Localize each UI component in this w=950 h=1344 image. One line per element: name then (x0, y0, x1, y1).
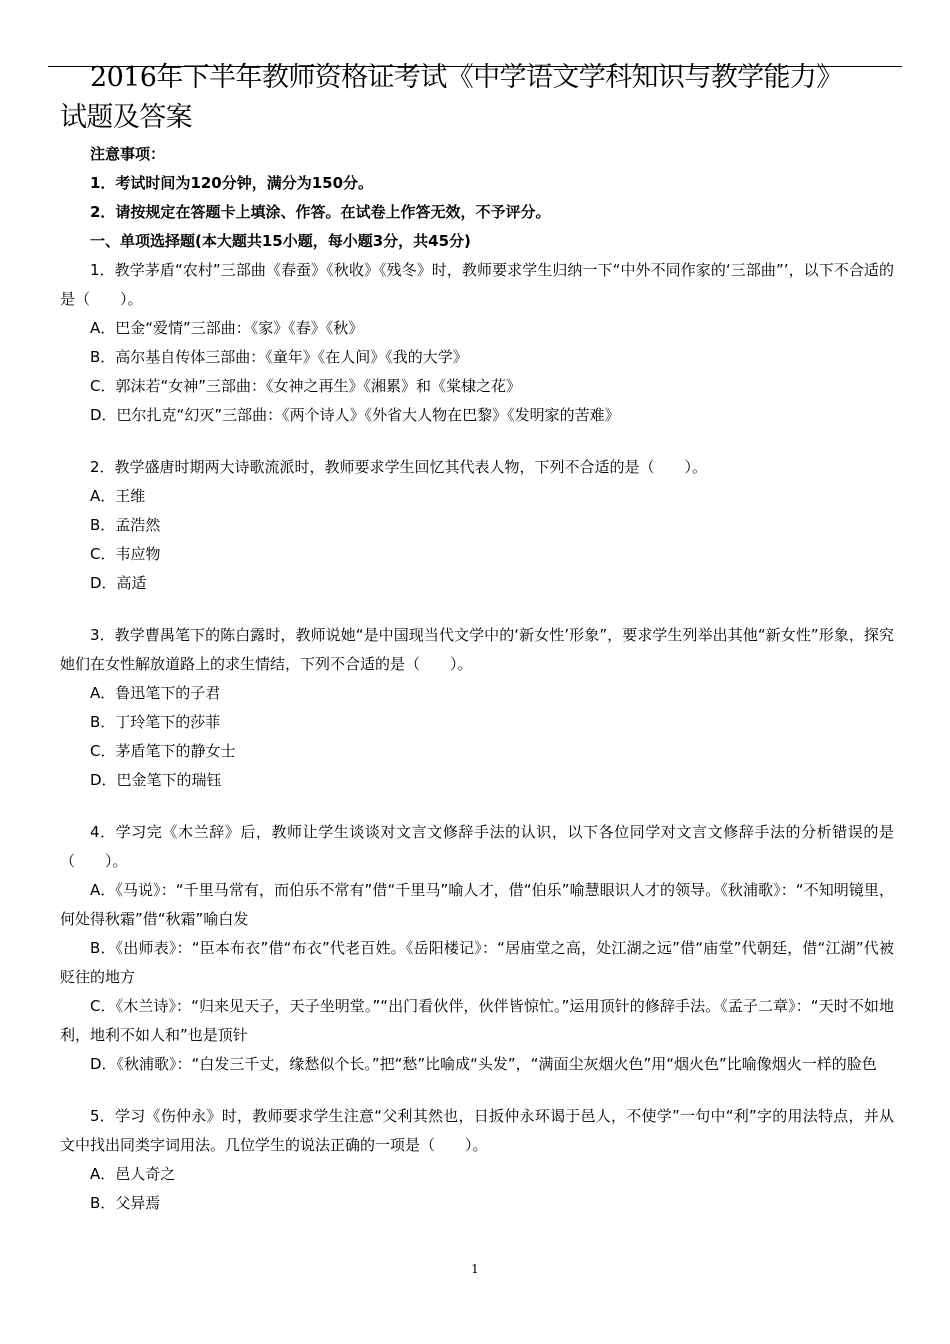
title-line-2: 试题及答案 (60, 102, 192, 133)
question-4-option-d: D．《秋浦歌》：“白发三千丈，缘愁似个长。”把“愁”比喻成“头发”，“满面尘灰烟火色”用“烟火色”比喻像烟火一样的脸色 (90, 1055, 877, 1073)
notice-item-2: 2．请按规定在答题卡上填涂、作答。在试卷上作答无效，不予评分。 (90, 203, 551, 221)
question-4-option-a: A．《马说》：“千里马常有，而伯乐不常有”借“千里马”喻人才，借“伯乐”喻慧眼识人才的领导。《秋浦歌》：“不知明镜里，何处得秋霜”借“秋霜”喻白发 (60, 881, 894, 928)
question-5-stem: 5．学习《伤仲永》时，教师要求学生注意“父利其然也，日扳仲永环谒于邑人，不使学”一句中“利”字的用法特点，并从文中找出同类字词用法。几位学生的说法正确的一项是（ ）。 (60, 1107, 894, 1154)
question-4-stem: 4．学习完《木兰辞》后，教师让学生谈谈对文言文修辞手法的认识，以下各位同学对文言文修辞手法的分析错误的是（ ）。 (60, 823, 894, 870)
question-3-option-b: B．丁玲笔下的莎菲 (90, 713, 221, 731)
question-2-option-b: B．孟浩然 (90, 516, 161, 534)
question-4-option-b: B．《出师表》：“臣本布衣”借“布衣”代老百姓。《岳阳楼记》：“居庙堂之高，处江湖之远”借“庙堂”代朝廷，借“江湖”代被贬往的地方 (60, 939, 894, 986)
question-5-option-b: B．父异焉 (90, 1194, 161, 1212)
question-2-stem: 2．教学盛唐时期两大诗歌流派时，教师要求学生回忆其代表人物，下列不合适的是（ ）。 (90, 458, 708, 476)
spacer (60, 1079, 894, 1102)
question-3-option-c: C．茅盾笔下的静女士 (90, 742, 236, 760)
spacer (60, 430, 894, 453)
question-3-option-d: D．巴金笔下的瑞钰 (90, 771, 222, 789)
question-3-option-a: A．鲁迅笔下的子君 (90, 684, 221, 702)
question-2-option-a: A．王维 (90, 487, 146, 505)
document-body (60, 140, 894, 1218)
page-number: 1 (471, 1262, 479, 1276)
question-2-option-d: D．高适 (90, 574, 147, 592)
question-3-stem: 3．教学曹禺笔下的陈白露时，教师说她“是中国现当代文学中的‘新女性’形象”，要求学生列举出其他“新女性”形象，探究她们在女性解放道路上的求生情结，下列不合适的是（ ）。 (60, 626, 894, 673)
notice-item-1: 1．考试时间为120分钟，满分为150分。 (90, 174, 374, 192)
section-heading: 一、单项选择题(本大题共15小题，每小题3分，共45分) (90, 232, 471, 250)
question-2-option-c: C．韦应物 (90, 545, 161, 563)
question-1-stem: 1．教学茅盾“农村”三部曲《春蚕》《秋收》《残冬》时，教师要求学生归纳一下“中外不同作家的‘三部曲”’，以下不合适的是（ ）。 (60, 261, 894, 308)
question-1-option-a: A．巴金“爱情”三部曲：《家》《春》《秋》 (90, 319, 364, 337)
spacer (60, 598, 894, 621)
question-1-option-b: B．高尔基自传体三部曲：《童年》《在人间》《我的大学》 (90, 348, 468, 366)
question-4-option-c: C．《木兰诗》：“归来见天子，天子坐明堂。”“出门看伙伴，伙伴皆惊忙。”运用顶针的修辞手法。《孟子二章》：“天时不如地利，地利不如人和”也是顶针 (60, 997, 894, 1044)
question-5-option-a: A．邑人奇之 (90, 1165, 176, 1183)
question-1-option-d: D．巴尔扎克“幻灭”三部曲：《两个诗人》《外省大人物在巴黎》《发明家的苦难》 (90, 406, 620, 424)
title-line-1: 2016年下半年教师资格证考试《中学语文学科知识与教学能力》 (90, 62, 843, 93)
document-title (60, 58, 902, 138)
question-1-option-c: C．郭沫若“女神”三部曲：《女神之再生》《湘累》和《棠棣之花》 (90, 377, 522, 395)
notice-title: 注意事项： (90, 145, 166, 163)
spacer (60, 795, 894, 818)
